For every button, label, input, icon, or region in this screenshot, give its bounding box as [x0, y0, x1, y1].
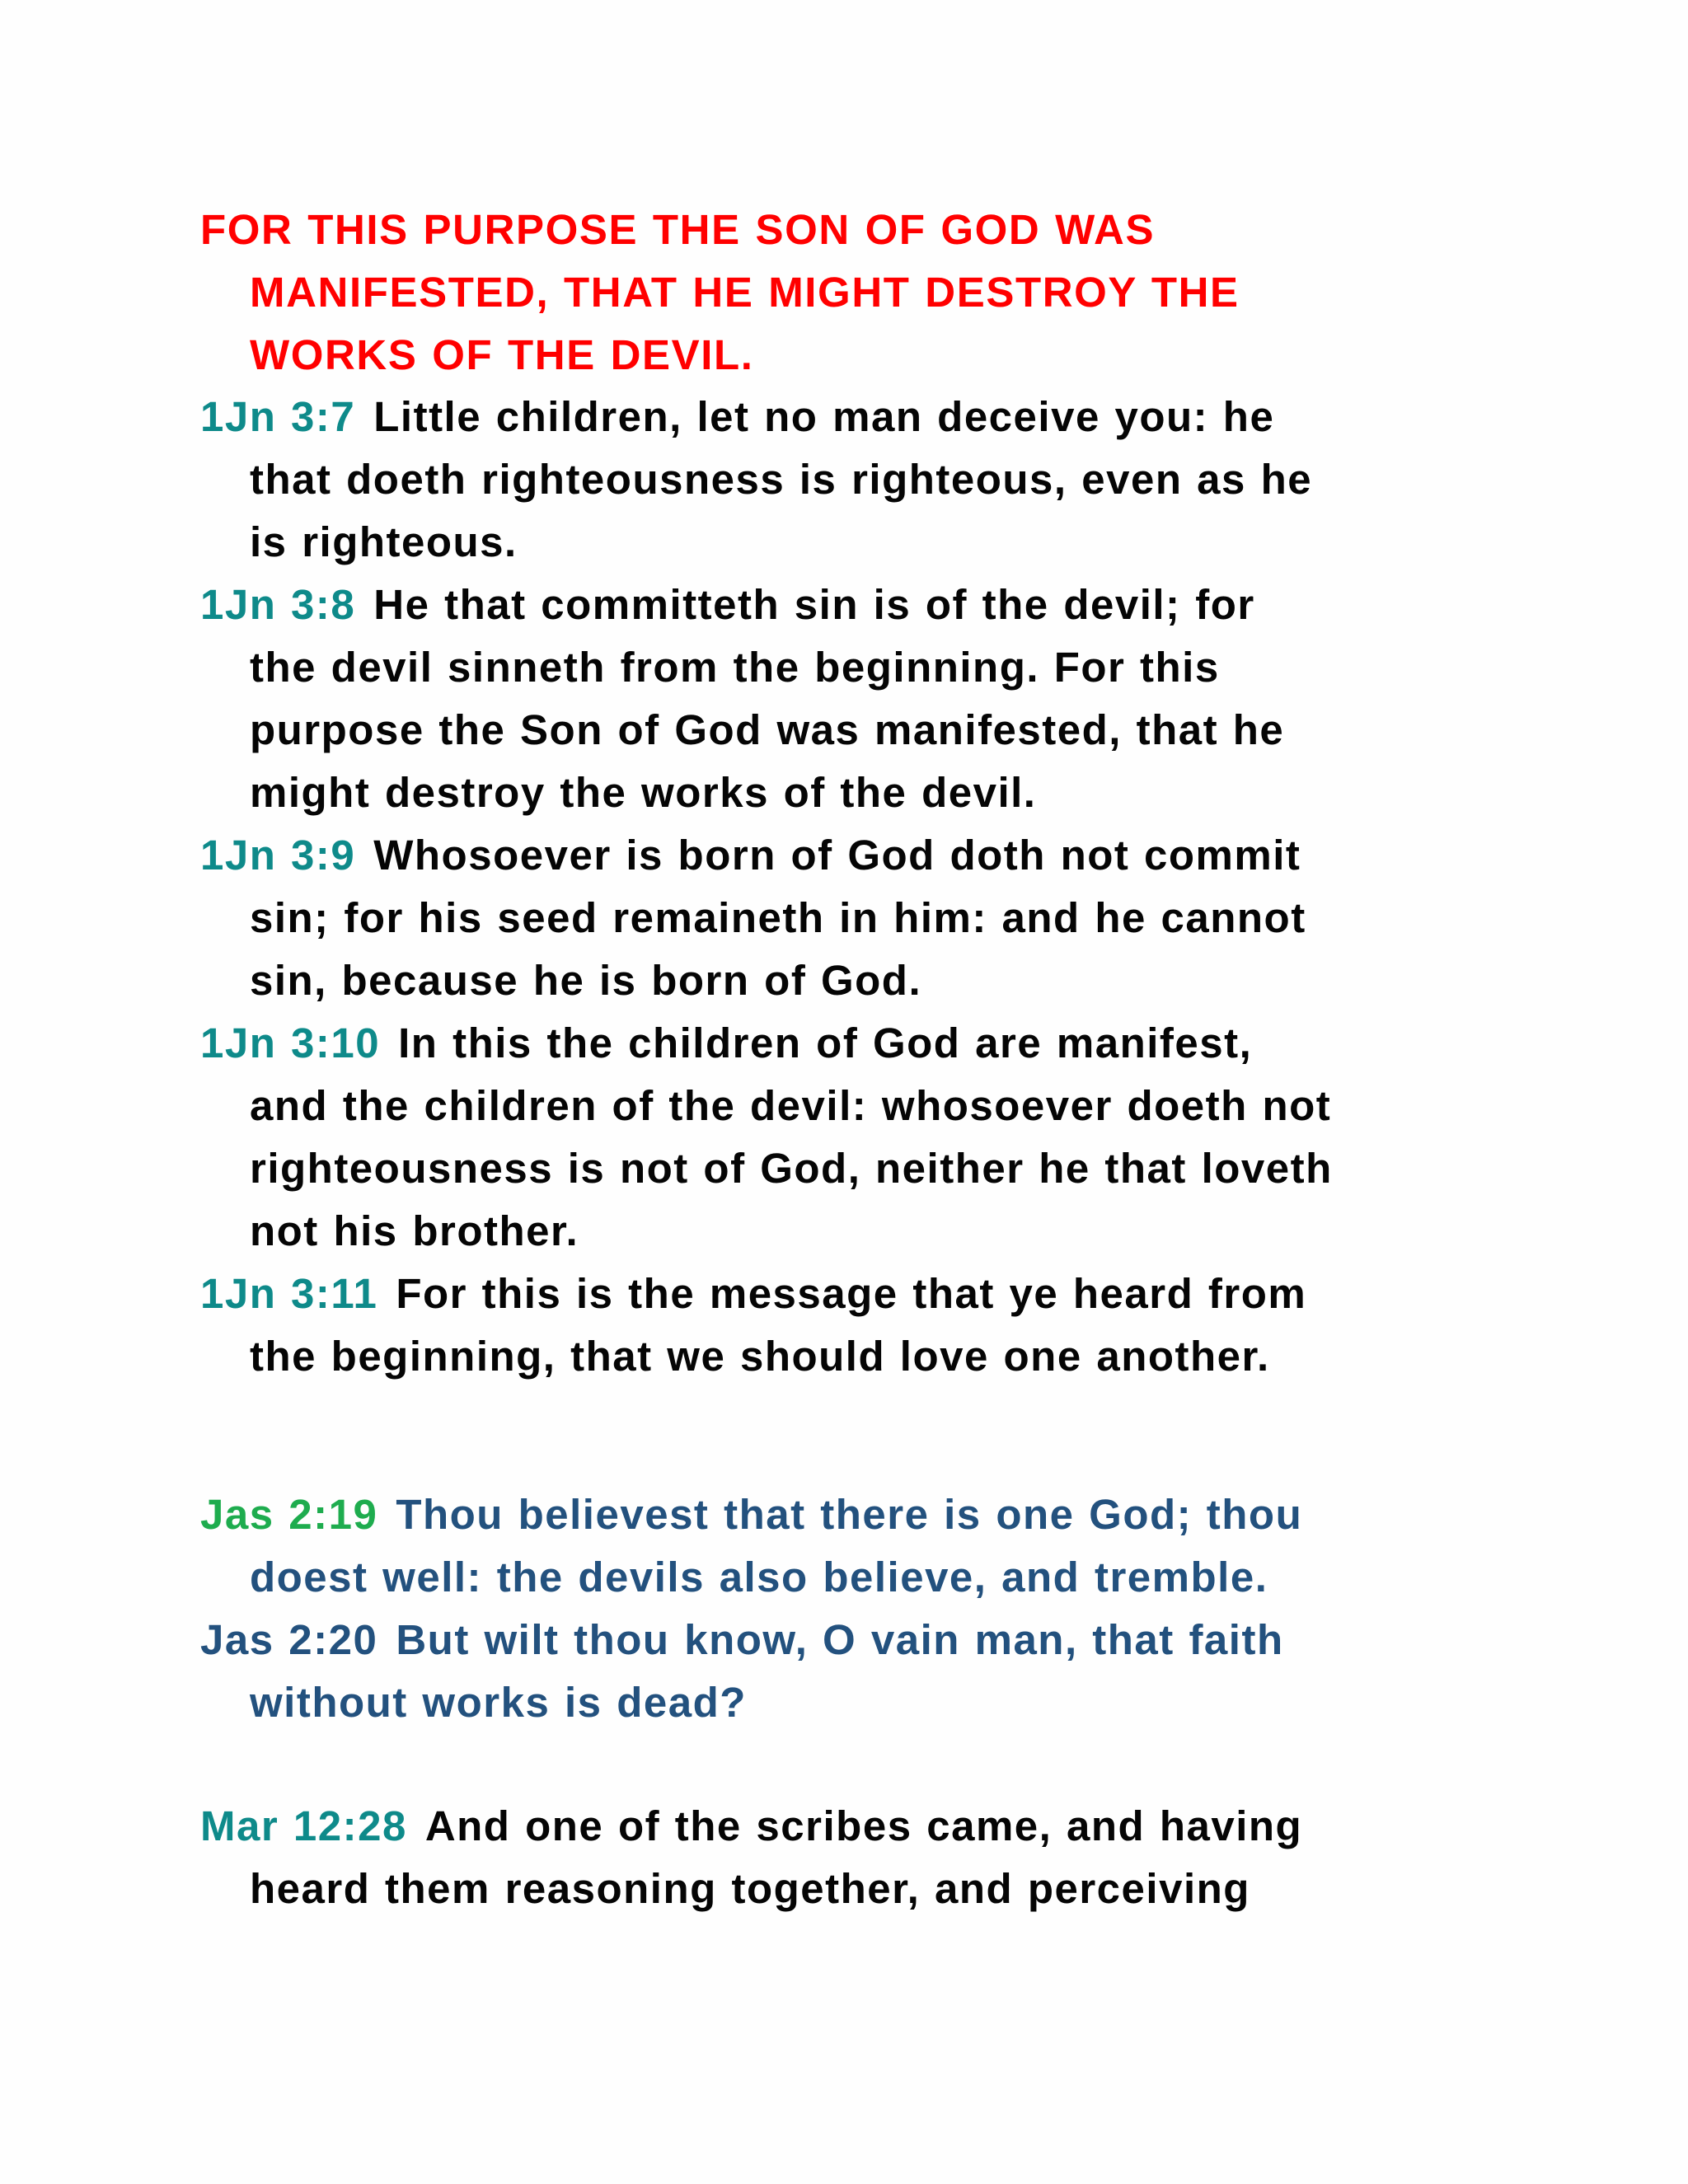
verse	[200, 824, 1486, 1012]
verse-text: the devil sinneth from the beginning. For this	[250, 644, 1220, 691]
heading-line: MANIFESTED, THAT HE MIGHT DESTROY THE	[250, 269, 1240, 316]
verse-text: righteousness is not of God, neither he that loveth	[250, 1145, 1333, 1192]
verse-text: is righteous.	[250, 518, 518, 565]
verse-reference: Jas 2:20	[200, 1616, 378, 1663]
verse-text: Little children, let no man deceive you: he	[373, 393, 1275, 440]
verses-mar	[200, 1795, 1486, 1920]
verse-text: sin, because he is born of God.	[250, 957, 922, 1004]
heading-line: FOR THIS PURPOSE THE SON OF GOD WAS	[200, 206, 1156, 253]
verse-reference: 1Jn 3:7	[200, 393, 356, 440]
verse-text: heard them reasoning together, and perceiving	[250, 1865, 1250, 1912]
verse	[200, 1795, 1486, 1920]
verse	[200, 1012, 1486, 1263]
verse-text: He that committeth sin is of the devil; for	[373, 581, 1255, 628]
heading	[200, 199, 1486, 387]
verse	[200, 1263, 1486, 1388]
verse-text: without works is dead?	[250, 1679, 747, 1726]
verse-text: the beginning, that we should love one another.	[250, 1333, 1270, 1380]
verse-reference: 1Jn 3:9	[200, 832, 356, 879]
verse-reference: Jas 2:19	[200, 1491, 378, 1538]
verse-text: purpose the Son of God was manifested, that he	[250, 706, 1285, 753]
verses-1jn	[200, 386, 1486, 1388]
verse-text: Whosoever is born of God doth not commit	[373, 832, 1301, 879]
verse-text: and the children of the devil: whosoever doeth not	[250, 1082, 1332, 1129]
heading-line: WORKS OF THE DEVIL.	[250, 331, 754, 378]
verse-reference: 1Jn 3:11	[200, 1270, 378, 1317]
verse	[200, 386, 1486, 574]
verse-text: Thou believest that there is one God; thou	[396, 1491, 1303, 1538]
verse-text: And one of the scribes came, and having	[424, 1802, 1303, 1849]
verse	[200, 574, 1486, 824]
verse-text: But wilt thou know, O vain man, that faith	[396, 1616, 1284, 1663]
verse-text: might destroy the works of the devil.	[250, 769, 1037, 816]
verse-reference: Mar 12:28	[200, 1802, 407, 1849]
verse-reference: 1Jn 3:10	[200, 1019, 381, 1066]
verse-text: that doeth righteousness is righteous, even as he	[250, 456, 1313, 503]
verse-text: not his brother.	[250, 1207, 579, 1254]
verse-reference: 1Jn 3:8	[200, 581, 356, 628]
verse	[200, 1609, 1486, 1734]
verse-text: In this the children of God are manifest,	[398, 1019, 1253, 1066]
verse-text: doest well: the devils also believe, and tremble.	[250, 1554, 1268, 1601]
verse-text: sin; for his seed remaineth in him: and he cannot	[250, 894, 1306, 941]
verse	[200, 1483, 1486, 1609]
verse-text: For this is the message that ye heard from	[396, 1270, 1307, 1317]
verses-jas	[200, 1483, 1486, 1734]
